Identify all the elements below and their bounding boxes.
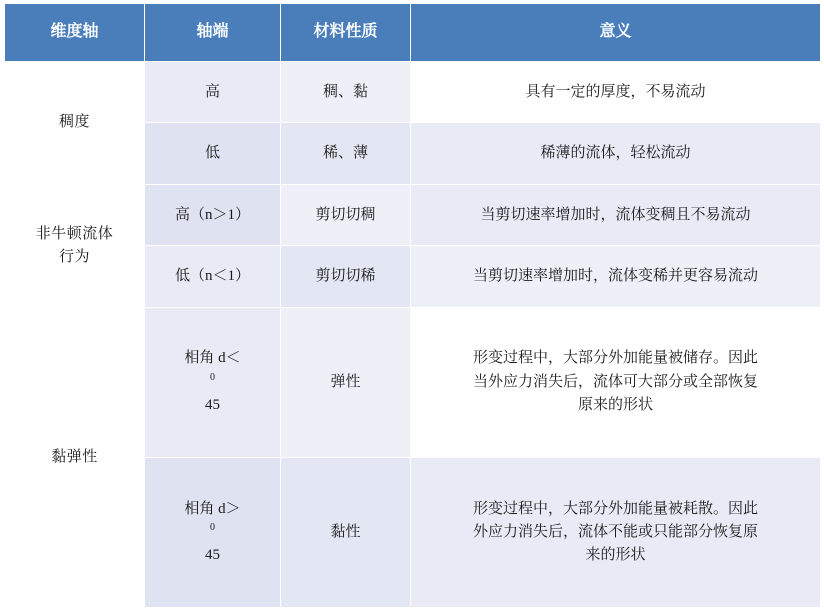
- table-header: [5, 4, 821, 62]
- axis-end-value: 高（n＞1）: [145, 184, 281, 245]
- material-property-value: 稀、薄: [281, 123, 411, 184]
- phase-angle-superscript: 0: [210, 371, 215, 383]
- axis-end-value: 低: [145, 123, 281, 184]
- header-cell-meaning: 意义: [411, 4, 821, 62]
- meaning-line: 来的形状: [585, 547, 646, 564]
- header-cell-end: 轴端: [145, 4, 281, 62]
- phase-angle-line-2: [151, 371, 274, 418]
- header-row: [5, 4, 821, 62]
- meaning-text: 稀薄的流体，轻松流动: [411, 123, 821, 184]
- table-row: [5, 184, 821, 245]
- meaning-line: 外应力消失后，流体不能或只能部分恢复原: [472, 523, 758, 540]
- meaning-text: [411, 307, 821, 457]
- table-body: [5, 62, 821, 608]
- axis-label-viscoelasticity: 黏弹性: [5, 307, 145, 607]
- phase-angle-line-2: [151, 521, 274, 568]
- axis-label-consistency: 稠度: [5, 62, 145, 185]
- phase-angle-superscript: 0: [210, 521, 215, 533]
- material-property-value: 稠、黏: [281, 62, 411, 123]
- phase-angle-line-1: 相角 d＞: [184, 500, 241, 517]
- meaning-text: 当剪切速率增加时，流体变稀并更容易流动: [411, 246, 821, 307]
- axis-label-line-1: 非牛顿流体: [35, 225, 114, 242]
- meaning-line: 形变过程中，大部分外加能量被耗散。因此: [472, 500, 758, 517]
- axis-end-value: [145, 307, 281, 457]
- meaning-line: 当外应力消失后，流体可大部分或全部恢复: [472, 373, 758, 390]
- header-cell-property: 材料性质: [281, 4, 411, 62]
- axis-label-line-2: 行为: [58, 248, 90, 265]
- phase-angle-value: 45: [205, 547, 220, 564]
- material-property-value: 黏性: [281, 457, 411, 607]
- axis-end-value: 低（n＜1）: [145, 246, 281, 307]
- axis-label-non-newtonian: [5, 184, 145, 307]
- material-property-value: 剪切切稠: [281, 184, 411, 245]
- meaning-text: [411, 457, 821, 607]
- phase-angle-value: 45: [205, 396, 220, 413]
- rheology-dimension-table: [4, 3, 821, 608]
- meaning-line: 原来的形状: [577, 396, 653, 413]
- meaning-text: 当剪切速率增加时，流体变稠且不易流动: [411, 184, 821, 245]
- table-row: [5, 307, 821, 457]
- meaning-text: 具有一定的厚度，不易流动: [411, 62, 821, 123]
- axis-end-value: [145, 457, 281, 607]
- material-property-value: 剪切切稀: [281, 246, 411, 307]
- header-cell-axis: 维度轴: [5, 4, 145, 62]
- phase-angle-line-1: 相角 d＜: [184, 350, 241, 367]
- meaning-line: 形变过程中，大部分外加能量被储存。因此: [472, 350, 758, 367]
- axis-end-value: 高: [145, 62, 281, 123]
- material-property-value: 弹性: [281, 307, 411, 457]
- table-row: [5, 62, 821, 123]
